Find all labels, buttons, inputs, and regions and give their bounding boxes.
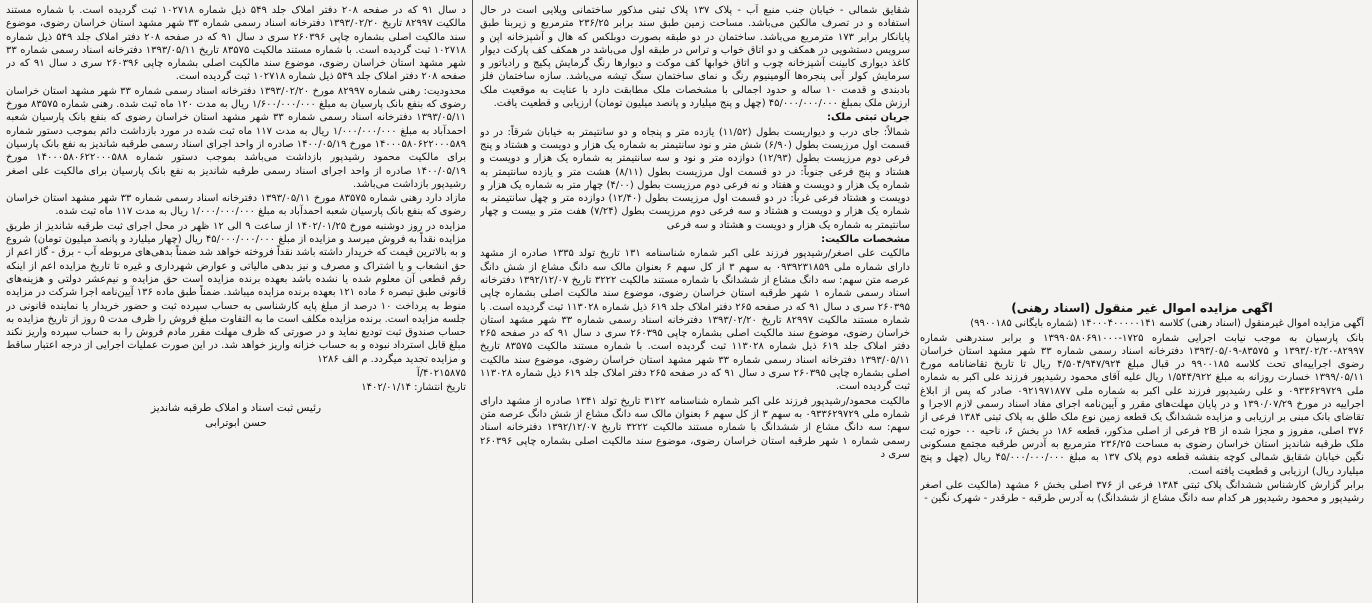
signature-block xyxy=(6,401,466,431)
signature-name: حسن ابوترابی xyxy=(205,416,267,429)
notice-paragraph: شمالاً: جای درب و دیواریست بطول (۱۱/۵۲) یازده متر و پنجاه و دو سانتیمتر به خیابان شرقاً: در دو قسمت اول مرزیست بطول (۶/۹۰) شش متر و نود سانتیمتر به شماره یک هزار و دویست و هشتاد و پنج فرعی دوم مرزیست بطول (۱۲/۹۳) دوازده متر و نود و سه سانتیمتر به شماره یک هزار و دویست و هشتاد و پنج فرعی جنوباً: در دو قسمت اول مرزیست بطول (۸/۱۱) هشت متر و یازده سانتیمتر به شماره یک هزار و دویست و هفتاد و نه فرعی دوم مرزیست بطول (۴/۰۰) چهار متر به شماره یک هزار و دویست و هشتاد فرعی غرباً: در دو قسمت اول مرزیست بطول (۱۲/۴۰) دوازده متر و چهل سانتیمتر به شماره یک هزار و دویست و هشتاد و سه فرعی دوم مرزیست بطول (۷/۲۴) هفت متر و بیست و چهار سانتیمتر به شماره یک هزار و دویست و هشتاد و سه فرعی xyxy=(480,126,910,231)
notice-paragraph: مالکیت علی اصغر/رشیدپور فرزند علی اکبر شماره شناسنامه ۱۳۱ تاریخ تولد ۱۳۳۵ صادره از مشهد دارای شماره ملی ۰۹۳۹۲۳۱۸۵۹ به سهم ۳ از کل سهم ۶ بعنوان مالک سه دانگ مشاع از شش دانگ عرصه متن سهم: سه دانگ مشاع از ششدانگ با شماره مستند مالکیت ۳۲۲۲ تاریخ ۱۳۹۲/۱۲/۰۷ دفترخانه اسناد رسمی شماره ۱ شهر طرقبه استان خراسان رضوی، موضوع سند مالکیت اصلی بشماره چاپی ۲۶۰۳۹۵ سری د سال ۹۱ که در صفحه ۲۶۵ دفتر املاک جلد ۶۱۹ ذیل شماره ۱۱۳۰۲۸ ثبت گردیده است. با شماره مستند مالکیت ۸۲۹۹۷ تاریخ ۱۳۹۳/۰۲/۲۰ دفترخانه اسناد رسمی شماره ۳۳ شهر مشهد استان خراسان رضوی، موضوع سند مالکیت اصلی بشماره چاپی ۲۶۰۳۹۵ سری د سال ۹۱ که در صفحه ۲۶۵ دفتر املاک جلد ۶۱۹ ذیل شماره ۱۱۳۰۲۸ ثبت گردیده است. با شماره مستند مالکیت ۸۳۵۷۵ تاریخ ۱۳۹۳/۰۵/۱۱ دفترخانه اسناد رسمی شماره ۳۳ شهر مشهد استان خراسان رضوی، موضوع سند مالکیت اصلی بشماره چاپی ۲۶۰۳۹۵ سری د سال ۹۱ که در صفحه ۲۶۵ دفتر املاک جلد ۶۱۹ ذیل شماره ۱۱۳۰۲۸ ثبت گردیده است. xyxy=(480,248,910,393)
notice-paragraph: مالکیت محمود/رشیدپور فرزند علی اکبر شماره شناسنامه ۳۱۲۲ تاریخ تولد ۱۳۴۱ صادره از مشهد دارای شماره ملی ۰۹۳۳۶۲۹۷۲۹ به سهم ۳ از کل سهم ۶ بعنوان مالک سه دانگ مشاع از شش دانگ عرصه متن سهم: سه دانگ مشاع از ششدانگ با شماره مستند مالکیت ۳۲۲۲ تاریخ ۱۳۹۲/۱۲/۰۷ دفترخانه اسناد رسمی شماره ۱ شهر طرقبه استان خراسان رضوی، موضوع سند مالکیت اصلی بشماره چاپی ۲۶۰۳۹۶ سری د xyxy=(480,395,910,460)
notice-paragraph: بانک پارسیان به موجب نیابت اجرایی شماره ۱۷۲۵-۱۳۹۹۰۵۸۰۶۹۱۰۰۰ و برابر سندرهنی شماره ۸۲۹۹۷-۱۳۹۳/۰۲/۲۰ و ۸۳۵۷۵-۱۳۹۳/۰۵/۰۹ دفترخانه اسناد رسمی شماره ۳۳ شهر مشهد استان خراسان رضوی اجراییه‌ای تحت کلاسه ۹۹۰۰۱۸۵ در قبال مبلغ ۴/۵۰۴/۹۴۷/۹۲۴ ریال تا تاریخ تقاضانامه مورخ ۱۳۹۹/۰۵/۱۱ خسارت روزانه به مبلغ ۱/۵۴۴/۹۲۲ ریال علیه آقای محمود رشیدپور فرزند علی اکبر به شماره ملی ۰۹۳۳۶۲۹۷۲۹ و علی رشیدپور فرزند علی اکبر به شماره ملی ۰۹۲۱۹۷۱۸۷۷ صادر که پس از ابلاغ اجراییه در مورخ ۱۳۹۰/۰۷/۲۹ و در پایان مهلت‌های مقرر و آیین‌نامه اجرای مفاد اسناد رسمی لازم الاجرا و تقاضای بانک مبنی بر ارزیابی و مزایده ششدانگ یک قطعه زمین نوع ملک طلق به پلاک ثبتی ۱۳۸۴ فرعی از ۳۷۶ اصلی، مفروز و مجزا شده از ۲B فرعی از اصلی مذکور، قطعه ۱۸۶ در بخش ۶، ناحیه ۰۰ حوزه ثبت ملک طرقبه شاندیز استان خراسان رضوی به مساحت ۲۳۶/۲۵ مترمربع به آدرس طرقبه مجتمع مسکونی نگین خیابان شقایق شمالی کوچه بنفشه قطعه دوم پلاک ۱۳۷ به مبلغ ۴۵/۰۰۰/۰۰۰/۰۰۰ ریال (چهل و پنج میلیارد ریال) ارزیابی و قطعیت یافته است. xyxy=(920,332,1364,477)
notice-paragraph: د سال ۹۱ که در صفحه ۲۰۸ دفتر املاک جلد ۵۴۹ ذیل شماره ۱۰۲۷۱۸ ثبت گردیده است. با شماره مستند مالکیت ۸۲۹۹۷ تاریخ ۱۳۹۳/۰۲/۲۰ دفترخانه اسناد رسمی شماره ۳۳ شهر مشهد استان خراسان رضوی، موضوع سند مالکیت اصلی بشماره چاپی ۲۶۰۳۹۶ سری د سال ۹۱ که در صفحه ۲۰۸ دفتر املاک جلد ۵۴۹ ذیل شماره ۱۰۲۷۱۸ ثبت گردیده است. با شماره مستند مالکیت ۸۳۵۷۵ تاریخ ۱۳۹۳/۰۵/۱۱ دفترخانه اسناد رسمی شماره ۳۳ شهر مشهد استان خراسان رضوی، موضوع سند مالکیت اصلی بشماره چاپی ۲۶۰۳۹۶ سری د سال ۹۱ که در صفحه ۲۰۸ دفتر املاک جلد ۵۴۹ ذیل شماره ۱۰۲۷۱۸ ثبت گردیده است. xyxy=(6,5,466,83)
notice-paragraph: آگهی مزایده اموال غیرمنقول (اسناد رهنی) کلاسه ۱۴۰۰۰۴۰۰۰۰۰۱۴۱ (شماره بایگانی ۹۹۰۰۱۸۵) xyxy=(970,318,1364,330)
section-heading: مشخصات مالکیت: xyxy=(821,234,910,246)
section-heading: جریان ثبتی ملک: xyxy=(827,112,910,124)
notice-paragraph: محدودیت: رهنی شماره ۸۲۹۹۷ مورخ ۱۳۹۳/۰۲/۲۰ دفترخانه اسناد رسمی شماره ۳۳ شهر مشهد استان خراسان رضوی که بنفع بانک پارسیان به مبلغ ۱/۶۰۰/۰۰۰/۰۰۰ ریال به مدت ۱۲۰ ماه ثبت شده. رهنی شماره ۸۳۵۷۵ مورخ ۱۳۹۳/۰۵/۱۱ دفترخانه اسناد رسمی شماره ۳۳ شهر مشهد استان خراسان رضوی که بنفع بانک پارسیان شعبه احمدآباد به مبلغ ۱/۰۰۰/۰۰۰/۰۰۰ ریال به مدت ۱۱۷ ماه ثبت شده در مورد بازداشت دائم بموجب دستور شماره ۱۴۰۰۰۵۸۰۶۲۲۰۰۰۵۸۹ مورخ ۱۴۰۰/۰۵/۱۹ صادره از واحد اجرای اسناد رسمی طرقبه شاندیز به نفع بانک پارسیان برای مالکیت محمود رشیدپور بازداشت می‌باشد بموجب دستور شماره ۱۴۰۰۰۵۸۰۶۲۲۰۰۰۵۸۸ مورخ ۱۴۰۰/۰۵/۱۹ صادره از واحد اجرای اسناد رسمی طرقبه شاندیز به نفع بانک پارسیان برای مالکیت علی اصغر رشیدپور بازداشت می‌باشد. xyxy=(6,85,466,190)
column-divider xyxy=(917,0,918,603)
column-divider xyxy=(472,0,473,603)
notice-paragraph: مازاد دارد رهنی شماره ۸۳۵۷۵ مورخ ۱۳۹۳/۰۵/۱۱ دفترخانه اسناد رسمی شماره ۳۳ شهر مشهد استان خراسان رضوی که بنفع بانک پارسیان شعبه احمدآباد به مبلغ ۱/۰۰۰/۰۰۰/۰۰۰ ریال به مدت ۱۱۷ ماه ثبت شده. xyxy=(6,193,466,218)
notice-column-1 xyxy=(920,302,1364,599)
notice-paragraph: شقایق شمالی - خیابان جنب منبع آب - پلاک ۱۳۷ پلاک ثبتی مذکور ساختمانی ویلایی است در حال استفاده و در تصرف مالکین می‌باشد. مساحت زمین طبق سند برابر ۲۳۶/۲۵ مترمربع و زیربنا طبق پایانکار برابر ۱۷۳ مترمربع می‌باشد. ساختمان در دو طبقه بصورت دوبلکس که هال و آشپزخانه اپن و سرویس دستشویی در همکف و دو اتاق خواب و تراس در طبقه اول می‌باشد در همکف کف پارکت دیوار کاغذ دیواری کابینت آشپزخانه چوب و اتاق خوابها کف موکت و دیوارها رنگ گرمایش پکیج و رادیاتور و سرمایش کولر آبی پنجره‌ها آلومینیوم رنگ و نمای ساختمان سنگ تیشه می‌باشد. سازه ساختمان فلز بادبندی و قدمت ۱۰ ساله و حدود اجمالی با مشخصات ملک مطابقت دارد با عنایت به موقعیت ملک ارزش ملک بمبلغ ۴۵/۰۰۰/۰۰۰/۰۰۰ (چهل و پنج میلیارد و پانصد میلیون تومان) ارزیابی و قطعیت یافت. xyxy=(480,5,910,110)
notice-column-3 xyxy=(6,4,466,599)
notice-column-2 xyxy=(480,4,910,599)
notice-paragraph: مزایده در روز دوشنبه مورخ ۱۴۰۲/۰۱/۲۵ از ساعت ۹ الی ۱۲ ظهر در محل اجرای ثبت طرقبه شاندیز از طریق مزایده نقداً به فروش میرسد و مزایده از مبلغ ۴۵/۰۰۰/۰۰۰/۰۰۰ ریال (چهار میلیارد و پانصد میلیون تومان) شروع و به بالاترین قیمت که خریدار داشته باشد نقداً فروخته خواهد شد ضمناً بدهی‌های مربوطه آب - برق - گاز اعم از حق انشعاب و یا اشتراک و مصرف و نیز بدهی مالیاتی و عوارض شهرداری و غیره تا تاریخ مزایده اعم از اینکه رقم قطعی آن معلوم شده یا نشده باشد بعهده برنده مزایده است حق مزایده و نیم‌عشر دولتی و هزینه‌های قانونی طبق تبصره ۶ ماده ۱۲۱ بعهده برنده مزایده میباشد. ضمناً طبق ماده ۱۳۶ آیین‌نامه اجرا شرکت در مزایده منوط به پرداخت ۱۰ درصد از مبلغ پایه کارشناسی به حساب سپرده ثبت و حضور خریدار یا نماینده قانونی در جلسه مزایده است. برنده مزایده مکلف است ما به التفاوت مبلغ فروش را ظرف مدت ۵ روز از تاریخ مزایده به حساب صندوق ثبت تودیع نماید و در صورتی که ظرف مهلت مقرر مادم فروش را به حساب سپرده واریز نکند مبلغ قابل استرداد نبوده و به حساب خزانه واریز خواهد شد. در این صورت عملیات اجرایی از درجه اعتبار ساقط و مزایده تجدید میگردد. م الف ۱۲۸۶ xyxy=(6,220,466,365)
publish-date: تاریخ انتشار: ۱۴۰۲/۰۱/۱۴ xyxy=(361,382,466,394)
notice-title: آگهی مزایده اموال غیر منقول (اسناد رهنی) xyxy=(1011,302,1273,315)
notice-paragraph: برابر گزارش کارشناس ششدانگ پلاک ثبتی ۱۳۸۴ فرعی از ۳۷۶ اصلی بخش ۶ مشهد (مالکیت علی اصغر رشیدپور و محمود رشیدپور هر کدام سه دانگ مشاع از ششدانگ) به آدرس طرقبه - طرقدر - شهرک نگین - xyxy=(920,479,1364,505)
signature-title: رئیس ثبت اسناد و املاک طرقبه شاندیز xyxy=(150,401,322,414)
reference-number: ۴۰۲۱۵۸۷۵/آ xyxy=(416,368,466,380)
